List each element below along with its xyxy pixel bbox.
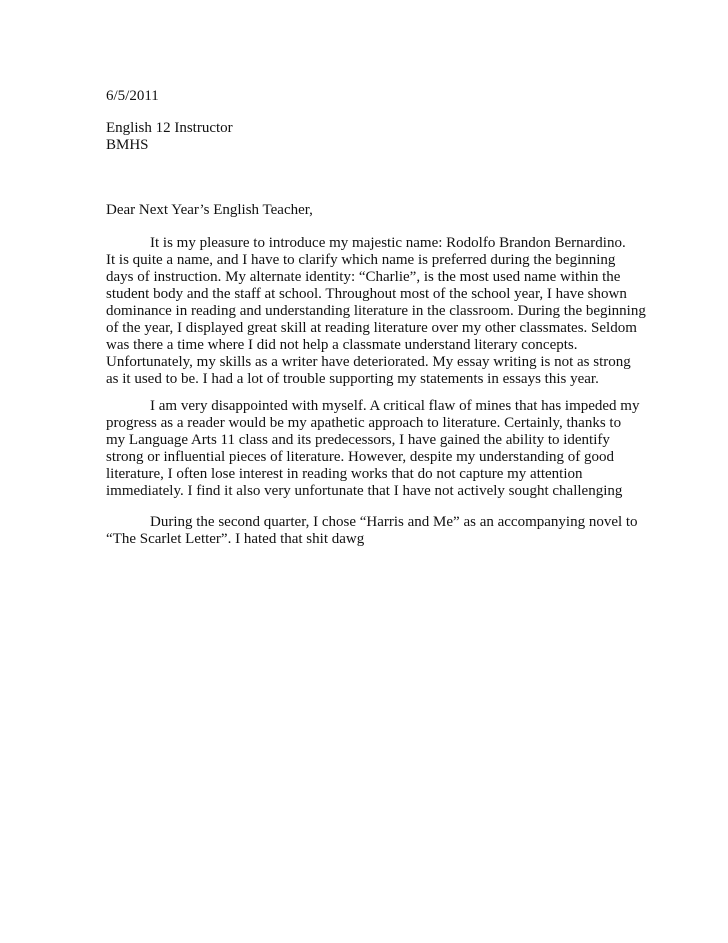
paragraph-2-line: progress as a reader would be my apathetic approach to literature. Certainly, thanks to [106,415,622,431]
paragraph-2-line: strong or influential pieces of literature. However, despite my understanding of good [106,449,615,465]
paragraph-2-line: my Language Arts 11 class and its predecessors, I have gained the ability to identify [106,432,610,448]
paragraph-2-line: immediately. I find it also very unfortunate that I have not actively sought challenging [106,483,623,499]
paragraph-1-line: of the year, I displayed great skill at reading literature over my other classmates. Seldom [106,320,637,336]
paragraph-3-line: “The Scarlet Letter”. I hated that shit dawg [106,531,365,547]
paragraph-1-line: Unfortunately, my skills as a writer have deteriorated. My essay writing is not as strong [106,354,631,370]
paragraph-1-line: days of instruction. My alternate identity: “Charlie”, is the most used name within the [106,269,621,285]
paragraph-2-line: I am very disappointed with myself. A critical flaw of mines that has impeded my [150,398,640,414]
sender-title: English 12 Instructor [106,120,233,136]
paragraph-1-line: It is my pleasure to introduce my majestic name: Rodolfo Brandon Bernardino. [150,235,626,251]
sender-school: BMHS [106,137,149,153]
paragraph-1-line: as it used to be. I had a lot of trouble supporting my statements in essays this year. [106,371,599,387]
paragraph-1-line: student body and the staff at school. Throughout most of the school year, I have shown [106,286,627,302]
paragraph-3-line: During the second quarter, I chose “Harris and Me” as an accompanying novel to [150,514,638,530]
paragraph-1-line: dominance in reading and understanding literature in the classroom. During the beginning [106,303,646,319]
paragraph-1-line: was there a time where I did not help a classmate understand literary concepts. [106,337,578,353]
paragraph-2-line: literature, I often lose interest in reading works that do not capture my attention [106,466,583,482]
paragraph-1-line: It is quite a name, and I have to clarify which name is preferred during the beginning [106,252,616,268]
letter-date: 6/5/2011 [106,88,159,104]
salutation: Dear Next Year’s English Teacher, [106,202,313,218]
